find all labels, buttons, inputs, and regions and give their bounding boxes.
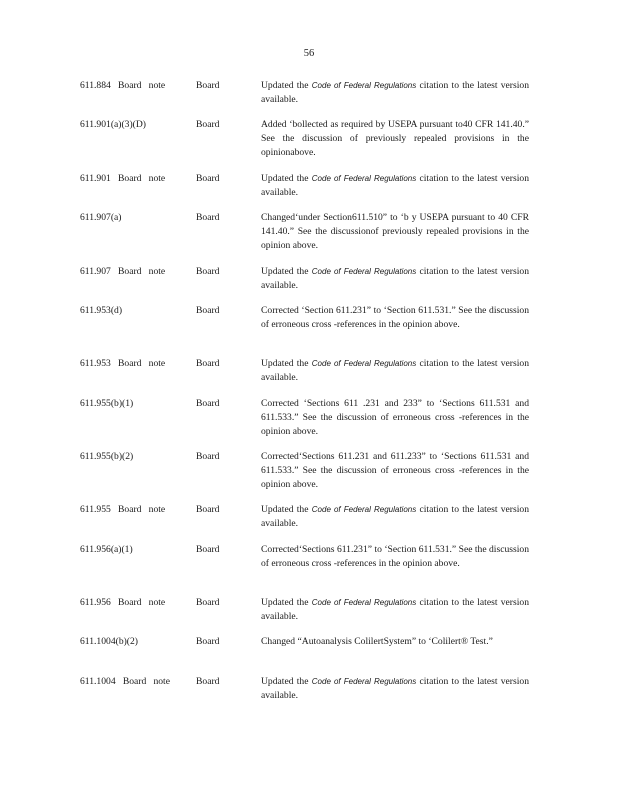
section-cell: 611.907 Board note bbox=[80, 266, 166, 277]
section-cell: 611.955(b)(2) bbox=[80, 451, 134, 462]
section-cell: 611.901(a)(3)(D) bbox=[80, 119, 146, 130]
action-text: citation to the latest version available. bbox=[261, 173, 529, 198]
cfr-title: Code of Federal Regulations bbox=[311, 267, 417, 276]
action-text: citation to the latest version available. bbox=[261, 266, 529, 291]
action-text: Updated the bbox=[261, 597, 312, 608]
section-cell: 611.956(a)(1) bbox=[80, 544, 133, 555]
cfr-title: Code of Federal Regulations bbox=[311, 81, 417, 90]
action-text: citation to the latest version available. bbox=[261, 358, 529, 383]
section-cell: 611.1004(b)(2) bbox=[80, 636, 138, 647]
cfr-title: Code of Federal Regulations bbox=[311, 359, 417, 368]
action-text: citation to the latest version available. bbox=[261, 80, 529, 105]
source-cell: Board bbox=[196, 451, 220, 462]
action-cell: Added ‘bollected as required by USEPA pursuant to40 CFR 141.40.” See the discussion of previously repealed provisions in the opinionabove. bbox=[261, 119, 529, 158]
section-cell: 611.1004 Board note bbox=[80, 676, 170, 687]
page-number: 56 bbox=[303, 48, 315, 59]
source-cell: Board bbox=[196, 597, 220, 608]
action-cell bbox=[261, 675, 529, 703]
action-text: Updated the bbox=[261, 504, 312, 515]
cfr-title: Code of Federal Regulations bbox=[311, 598, 417, 607]
source-cell: Board bbox=[196, 212, 220, 223]
action-text: Updated the bbox=[261, 173, 312, 184]
cfr-title: Code of Federal Regulations bbox=[311, 505, 417, 514]
cfr-title: Code of Federal Regulations bbox=[311, 174, 417, 183]
source-cell: Board bbox=[196, 173, 220, 184]
action-cell: Corrected‘Sections 611.231” to ‘Section 611.531.” See the discussion of erroneous cross -references in the opinion above. bbox=[261, 544, 529, 569]
action-cell bbox=[261, 503, 529, 531]
section-cell: 611.884 Board note bbox=[80, 80, 166, 91]
source-cell: Board bbox=[196, 266, 220, 277]
source-cell: Board bbox=[196, 676, 220, 687]
section-cell: 611.907(a) bbox=[80, 212, 122, 223]
source-cell: Board bbox=[196, 544, 220, 555]
action-cell: Corrected ‘Sections 611 .231 and 233” to ‘Sections 611.531 and 611.533.” See the discussion of erroneous cross -references in the opinion above. bbox=[261, 398, 529, 437]
action-text: citation to the latest version available. bbox=[261, 504, 529, 529]
action-cell bbox=[261, 172, 529, 200]
action-cell bbox=[261, 79, 529, 107]
action-cell: Changed “Autoanalysis ColilertSystem” to ‘Colilert® Test.” bbox=[261, 636, 493, 647]
action-text: citation to the latest version available. bbox=[261, 676, 529, 701]
action-cell: Corrected‘Sections 611.231 and 611.233” to ‘Sections 611.531 and 611.533.” See the discussion of erroneous cross -references in the opinion above. bbox=[261, 451, 529, 490]
section-cell: 611.956 Board note bbox=[80, 597, 166, 608]
cfr-title: Code of Federal Regulations bbox=[311, 677, 417, 686]
source-cell: Board bbox=[196, 80, 220, 91]
source-cell: Board bbox=[196, 504, 220, 515]
source-cell: Board bbox=[196, 305, 220, 316]
action-text: Updated the bbox=[261, 266, 312, 277]
action-cell: Changed‘under Section611.510” to ‘b y USEPA pursuant to 40 CFR 141.40.” See the discussionof previously repealed provisions in the opinion above. bbox=[261, 212, 529, 251]
action-text: Updated the bbox=[261, 358, 312, 369]
section-cell: 611.901 Board note bbox=[80, 173, 166, 184]
action-text: citation to the latest version available. bbox=[261, 597, 529, 622]
source-cell: Board bbox=[196, 358, 220, 369]
action-cell bbox=[261, 596, 529, 624]
action-cell bbox=[261, 265, 529, 293]
section-cell: 611.953 Board note bbox=[80, 358, 166, 369]
section-cell: 611.955(b)(1) bbox=[80, 398, 134, 409]
source-cell: Board bbox=[196, 119, 220, 130]
section-cell: 611.955 Board note bbox=[80, 504, 166, 515]
action-text: Updated the bbox=[261, 676, 312, 687]
action-cell bbox=[261, 357, 529, 385]
source-cell: Board bbox=[196, 636, 220, 647]
action-text: Updated the bbox=[261, 80, 312, 91]
source-cell: Board bbox=[196, 398, 220, 409]
action-cell: Corrected ‘Section 611.231” to ‘Section 611.531.” See the discussion of erroneous cross -references in the opinion above. bbox=[261, 305, 529, 330]
section-cell: 611.953(d) bbox=[80, 305, 123, 316]
